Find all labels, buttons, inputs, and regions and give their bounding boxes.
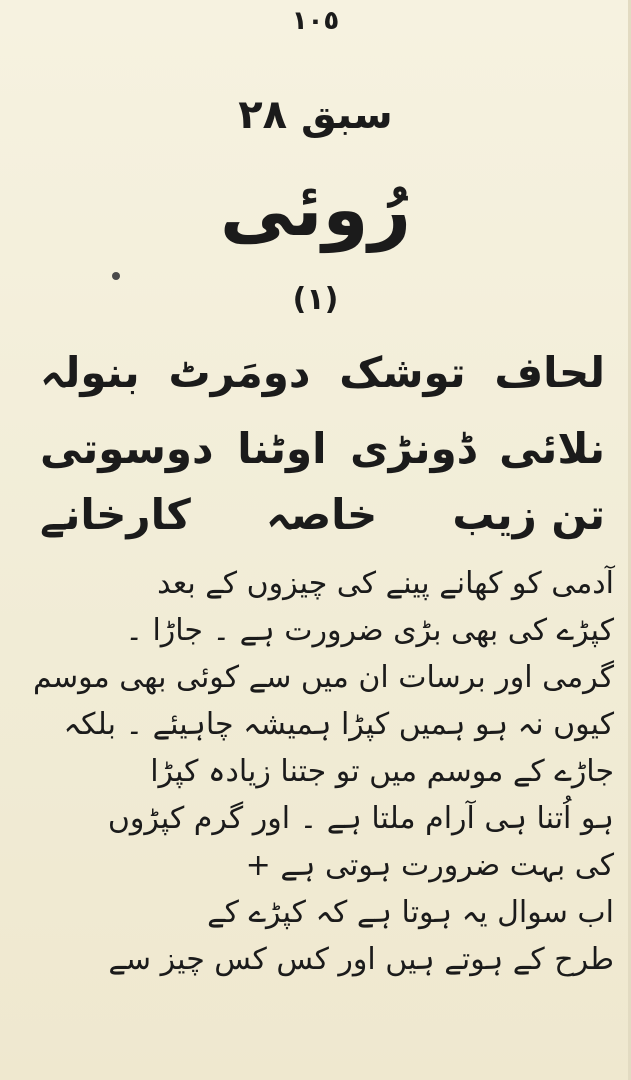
text-line: اب سوال یہ ہوتا ہے کہ کپڑے کے — [207, 895, 614, 930]
text-line: طرح کے ہوتے ہیں اور کس کس چیز سے — [108, 942, 614, 977]
vocabulary-row — [40, 490, 605, 539]
lesson-heading: سبق ۲۸ — [238, 92, 393, 138]
vocabulary-row — [40, 348, 605, 397]
vocabulary-word: کارخانے — [40, 490, 191, 539]
vocabulary-word: اوٹنا — [237, 424, 327, 473]
vocabulary-word: دوسوتی — [40, 424, 214, 473]
vocabulary-word: توشک — [339, 348, 466, 397]
body-paragraph — [33, 560, 614, 983]
text-line: کیوں نہ ہو ہمیں کپڑا ہمیشہ چاہیئے ۔ بلکہ — [63, 707, 614, 742]
text-line: ہو اُتنا ہی آرام ملتا ہے ۔ اور گرم کپڑوں — [107, 801, 614, 836]
vocabulary-word: لحاف — [494, 348, 605, 397]
ink-spot — [112, 272, 120, 280]
text-line: گرمی اور برسات ان میں سے کوئی بھی موسم — [33, 660, 614, 695]
text-line: کپڑے کی بھی بڑی ضرورت ہے ۔ جاڑا ۔ — [125, 613, 614, 648]
text-line: آدمی کو کھانے پینے کی چیزوں کے بعد — [157, 566, 614, 601]
section-number: (١) — [292, 282, 339, 317]
text-line: جاڑے کے موسم میں تو جتنا زیادہ کپڑا — [150, 754, 614, 789]
page-number: ١٠٥ — [291, 6, 340, 36]
vocabulary-word: خاصہ — [265, 490, 378, 539]
vocabulary-row — [40, 424, 605, 473]
vocabulary-word: تن زیب — [452, 490, 605, 539]
vocabulary-word: بنولہ — [40, 348, 140, 397]
text-line: کی بہت ضرورت ہوتی ہے + — [245, 848, 614, 883]
vocabulary-word: نلائی — [499, 424, 605, 473]
vocabulary-word: ڈونڑی — [350, 424, 476, 473]
vocabulary-word: دومَرٹ — [168, 348, 311, 397]
chapter-title: رُوئی — [219, 167, 412, 253]
